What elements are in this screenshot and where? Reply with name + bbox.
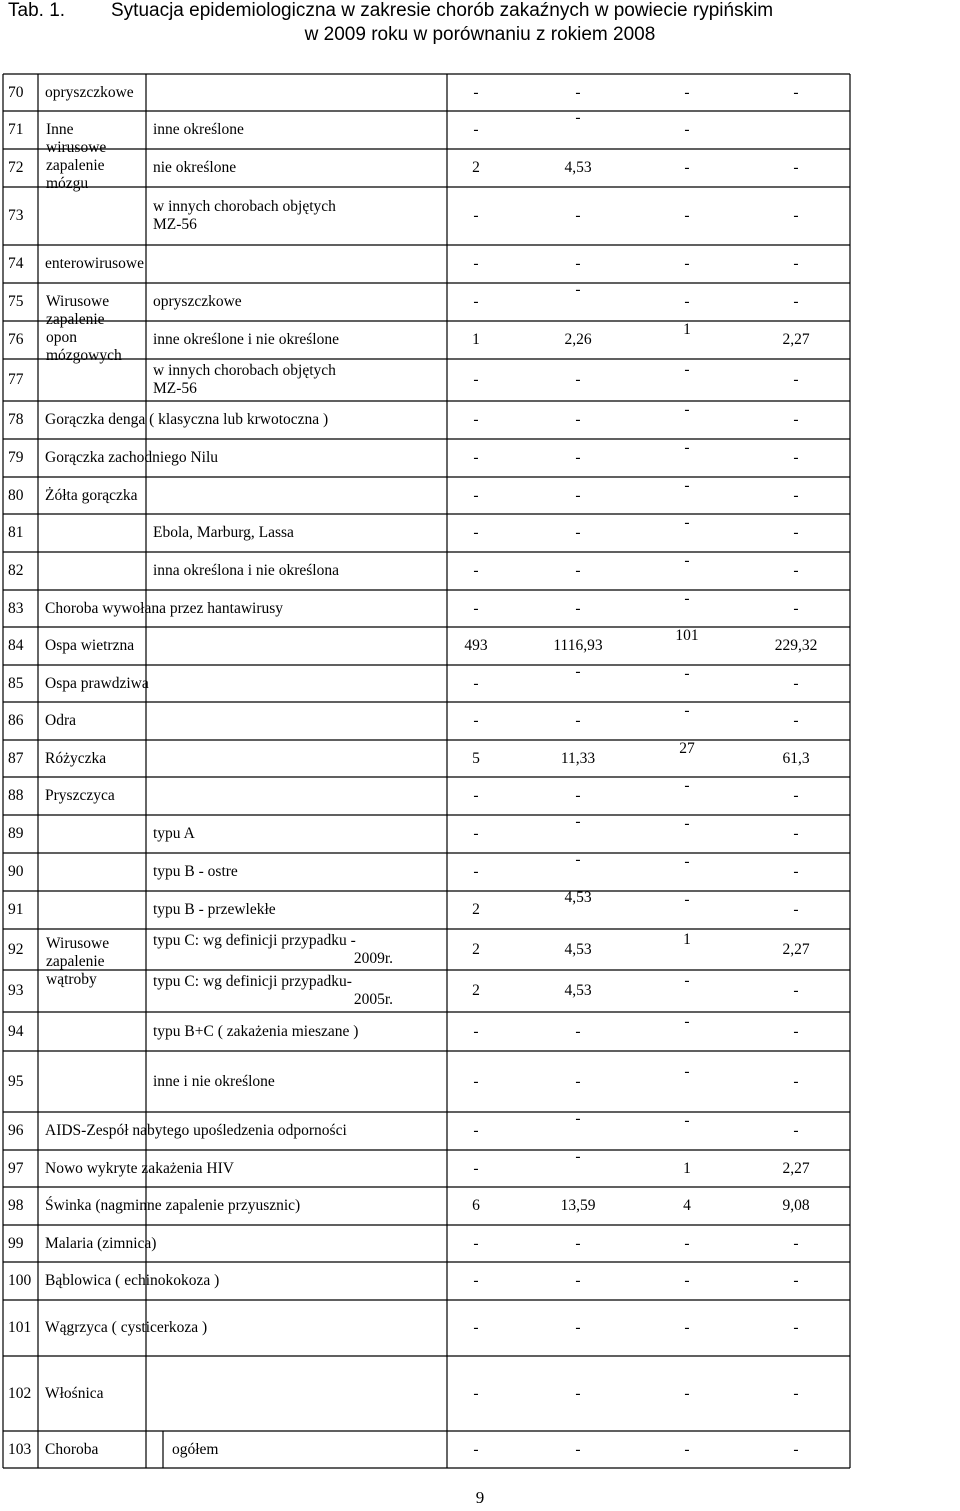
row-number: 98 [8, 1197, 24, 1214]
row-description: inne określone [153, 121, 244, 138]
cases-2008: - [473, 863, 479, 880]
row-number: 80 [8, 486, 24, 504]
cases-2009: - [684, 891, 690, 908]
rate-2008: - [575, 255, 581, 272]
rate-2008: - [575, 207, 581, 224]
row-description: inne i nie określone [153, 1072, 275, 1090]
cases-2009: - [684, 476, 690, 494]
row-description: Różyczka [45, 749, 107, 767]
cases-2009: - [684, 1440, 690, 1458]
cases-2009: - [684, 552, 690, 569]
rate-2008: - [575, 83, 581, 101]
rate-2009: - [793, 293, 799, 310]
cases-2009: - [684, 702, 690, 719]
cases-2008: 2 [472, 901, 480, 918]
cases-2008: 1 [472, 331, 480, 348]
cases-2008: - [473, 486, 479, 504]
rate-2008: - [575, 1272, 581, 1289]
rate-2008: - [575, 449, 581, 466]
row-number: 86 [8, 712, 24, 729]
row-description: Gorączka denga ( klasyczna lub krwotoczna ) [45, 411, 329, 428]
row-description: typu B+C ( zakażenia mieszane ) [153, 1022, 359, 1040]
cases-2009: - [684, 439, 690, 456]
rate-2009: - [793, 207, 799, 224]
rate-2008: - [575, 109, 581, 126]
cases-2008: - [473, 1440, 479, 1458]
rate-2008: - [575, 562, 581, 579]
cases-2009: - [684, 1272, 690, 1289]
rate-2009: - [793, 1384, 799, 1402]
row-description: Świnka (nagminne zapalenie przyusznic) [45, 1197, 301, 1214]
cases-2008: - [473, 562, 479, 579]
row-description: typu B - ostre [153, 863, 238, 880]
rate-2009: - [793, 787, 799, 804]
cases-2009: - [684, 815, 690, 832]
cases-2009: 1 [683, 1159, 691, 1177]
cases-2009: - [684, 664, 690, 682]
row-description-wrapped: typu C: wg definicji przypadku - 2009r. [153, 931, 393, 967]
cases-2008: - [473, 1122, 479, 1139]
row-description-wrapped: typu C: wg definicji przypadku- 2005r. [153, 973, 393, 1008]
rate-2008: - [575, 524, 581, 541]
cases-2009: - [684, 1234, 690, 1252]
rate-2009: - [793, 562, 799, 579]
row-description: Żółta gorączka [45, 486, 138, 504]
rate-2009: - [793, 599, 799, 617]
table-label: Tab. 1. [8, 0, 66, 21]
cases-2008: - [473, 599, 479, 617]
cases-2009: - [684, 514, 690, 531]
cases-2009: - [684, 1112, 690, 1129]
rate-2009: - [793, 1440, 799, 1458]
rate-2008: - [575, 851, 581, 868]
rate-2008: - [575, 1384, 581, 1402]
rate-2008: - [575, 1234, 581, 1252]
rate-2008: 13,59 [560, 1197, 596, 1214]
cases-2008: - [473, 1384, 479, 1402]
rate-2009: - [793, 1122, 799, 1139]
cases-2008: - [473, 674, 479, 692]
row-number: 87 [8, 749, 24, 767]
rate-2009: - [793, 863, 799, 880]
row-number: 81 [8, 524, 24, 541]
cases-2008: - [473, 825, 479, 842]
cases-2008: - [473, 1319, 479, 1336]
row-description: Bąblowica ( echinokokoza ) [45, 1272, 220, 1289]
rate-2008: - [575, 1072, 581, 1090]
cases-2008: - [473, 411, 479, 428]
rate-2009: - [793, 825, 799, 842]
rate-2009: - [793, 1022, 799, 1040]
row-number: 102 [8, 1384, 32, 1402]
rate-2009: - [793, 674, 799, 692]
rate-2009: - [793, 1272, 799, 1289]
row-description: AIDS-Zespół nabytego upośledzenia odporności [45, 1122, 347, 1139]
cases-2009: - [684, 1012, 690, 1030]
row-number: 74 [8, 255, 24, 272]
rate-2008: - [575, 813, 581, 830]
cases-2009: - [684, 83, 690, 101]
cases-2009: - [684, 972, 690, 989]
cases-2008: - [473, 1234, 479, 1252]
cases-2009: 1 [683, 930, 691, 948]
cases-2008: - [473, 712, 479, 729]
cases-2009: - [684, 777, 690, 794]
row-number: 92 [8, 940, 24, 958]
row-number: 83 [8, 599, 24, 617]
rate-2009: - [793, 159, 799, 176]
row-description: nie określone [153, 159, 237, 176]
row-number: 85 [8, 674, 24, 692]
cases-2009: - [684, 401, 690, 418]
group-label: Inne wirusowe zapalenie mózgu [46, 121, 107, 192]
row-number: 77 [8, 371, 24, 388]
row-description-wrapped: w innych chorobach objętych MZ-56 [153, 362, 336, 397]
row-description: Wągrzyca ( cysticerkoza ) [45, 1319, 208, 1336]
rate-2008: 11,33 [560, 749, 596, 767]
cases-2009: 1 [683, 321, 691, 338]
rate-2009: 2,27 [782, 1159, 810, 1177]
row-number: 99 [8, 1234, 24, 1252]
row-description: Choroba [45, 1440, 99, 1458]
rate-2009: 2,27 [782, 331, 810, 348]
row-description: Pryszczyca [45, 787, 115, 804]
cases-2008: - [473, 1022, 479, 1040]
cases-2008: 2 [472, 982, 480, 999]
cases-2008: - [473, 1272, 479, 1289]
cases-2009: - [684, 159, 690, 176]
table-title-line-1: Sytuacja epidemiologiczna w zakresie chorób zakaźnych w powiecie rypińskim [111, 0, 774, 21]
row-number: 72 [8, 159, 24, 176]
rate-2008: - [575, 1319, 581, 1336]
rate-2008: 4,53 [564, 889, 592, 906]
rate-2009: 61,3 [782, 749, 810, 767]
rate-2009: - [793, 411, 799, 428]
rate-2009: - [793, 1319, 799, 1336]
row-number: 84 [8, 637, 24, 654]
row-description: Malaria (zimnica) [45, 1234, 157, 1252]
cases-2008: 5 [472, 749, 480, 767]
rate-2009: 229,32 [774, 637, 818, 654]
cases-2008: - [473, 449, 479, 466]
rate-2008: 4,53 [564, 982, 592, 999]
row-number: 103 [8, 1440, 32, 1458]
rate-2009: - [793, 1234, 799, 1252]
rate-2009: - [793, 712, 799, 729]
rate-2009: - [793, 449, 799, 466]
row-description-extra: ogółem [172, 1440, 219, 1458]
rate-2009: - [793, 524, 799, 541]
row-number: 70 [8, 83, 24, 101]
row-description: Ospa wietrzna [45, 637, 135, 654]
row-description: typu A [153, 825, 195, 842]
cases-2008: - [473, 83, 479, 101]
row-description: Włośnica [45, 1384, 104, 1402]
row-description: inna określona i nie określona [153, 562, 339, 579]
row-description: Odra [45, 712, 76, 729]
rate-2008: 4,53 [564, 940, 592, 958]
row-description: opryszczkowe [45, 83, 134, 101]
cases-2008: 2 [472, 940, 480, 958]
rate-2009: - [793, 486, 799, 504]
cases-2009: - [684, 1319, 690, 1336]
cases-2008: - [473, 787, 479, 804]
cases-2009: - [684, 293, 690, 310]
row-description: opryszczkowe [153, 293, 242, 310]
rate-2008: - [575, 1110, 581, 1127]
rate-2009: - [793, 1072, 799, 1090]
rate-2009: 2,27 [782, 940, 810, 958]
cases-2009: 27 [679, 739, 695, 757]
row-number: 101 [8, 1319, 32, 1336]
row-number: 89 [8, 825, 24, 842]
row-number: 96 [8, 1122, 24, 1139]
row-number: 91 [8, 901, 24, 918]
row-number: 100 [8, 1272, 32, 1289]
cases-2009: - [684, 1384, 690, 1402]
rate-2008: - [575, 411, 581, 428]
row-description: Gorączka zachodniego Nilu [45, 449, 219, 466]
row-number: 76 [8, 331, 24, 348]
row-number: 75 [8, 293, 24, 310]
row-number: 78 [8, 411, 24, 428]
row-description-wrapped: w innych chorobach objętych MZ-56 [153, 198, 336, 233]
row-number: 82 [8, 562, 24, 579]
row-number: 94 [8, 1022, 24, 1040]
rate-2008: - [575, 599, 581, 617]
rate-2009: - [793, 371, 799, 388]
cases-2008: - [473, 1072, 479, 1090]
cases-2009: 4 [683, 1197, 691, 1214]
rate-2009: - [793, 255, 799, 272]
row-description: enterowirusowe [45, 255, 144, 272]
row-description: Ospa prawdziwa [45, 674, 149, 692]
rate-2008: - [575, 1440, 581, 1458]
rate-2009: - [793, 83, 799, 101]
group-label: Wirusowe zapalenie opon mózgowych [46, 293, 122, 364]
cases-2009: - [684, 207, 690, 224]
row-number: 73 [8, 207, 24, 224]
row-number: 95 [8, 1072, 24, 1090]
cases-2009: - [684, 589, 690, 607]
row-description: Nowo wykryte zakażenia HIV [45, 1159, 234, 1177]
row-number: 79 [8, 449, 24, 466]
cases-2008: - [473, 371, 479, 388]
rate-2009: - [793, 901, 799, 918]
cases-2008: 6 [472, 1197, 480, 1214]
cases-2009: - [684, 121, 690, 138]
cases-2008: - [473, 207, 479, 224]
rate-2008: - [575, 281, 581, 298]
cases-2008: - [473, 524, 479, 541]
rate-2008: - [575, 662, 581, 680]
rate-2008: - [575, 712, 581, 729]
rate-2008: - [575, 371, 581, 388]
rate-2008: 4,53 [564, 159, 592, 176]
row-number: 90 [8, 863, 24, 880]
group-label: Wirusowe zapalenie wątroby [46, 935, 110, 988]
rate-2008: - [575, 787, 581, 804]
row-number: 88 [8, 787, 24, 804]
rate-2009: - [793, 982, 799, 999]
rate-2008: - [575, 1147, 581, 1165]
table-title-line-2: w 2009 roku w porównaniu z rokiem 2008 [304, 24, 656, 45]
rate-2008: 1116,93 [553, 637, 603, 654]
cases-2008: 493 [464, 637, 488, 654]
row-number: 71 [8, 121, 24, 138]
cases-2008: 2 [472, 159, 480, 176]
cases-2009: - [684, 1062, 690, 1080]
cases-2008: - [473, 121, 479, 138]
rate-2008: 2,26 [564, 331, 592, 348]
cases-2008: - [473, 293, 479, 310]
rate-2008: - [575, 1022, 581, 1040]
rate-2008: - [575, 486, 581, 504]
row-description: Choroba wywołana przez hantawirusy [45, 599, 284, 617]
row-description: Ebola, Marburg, Lassa [153, 524, 294, 541]
row-number: 97 [8, 1159, 24, 1177]
cases-2009: - [684, 255, 690, 272]
row-number: 93 [8, 982, 24, 999]
cases-2009: - [684, 853, 690, 870]
cases-2008: - [473, 255, 479, 272]
row-description: typu B - przewlekłe [153, 901, 276, 918]
cases-2009: - [684, 361, 690, 378]
page-number: 9 [475, 1488, 485, 1507]
cases-2009: 101 [675, 627, 699, 644]
row-description: inne określone i nie określone [153, 331, 339, 348]
cases-2008: - [473, 1159, 479, 1177]
rate-2009: 9,08 [782, 1197, 810, 1214]
